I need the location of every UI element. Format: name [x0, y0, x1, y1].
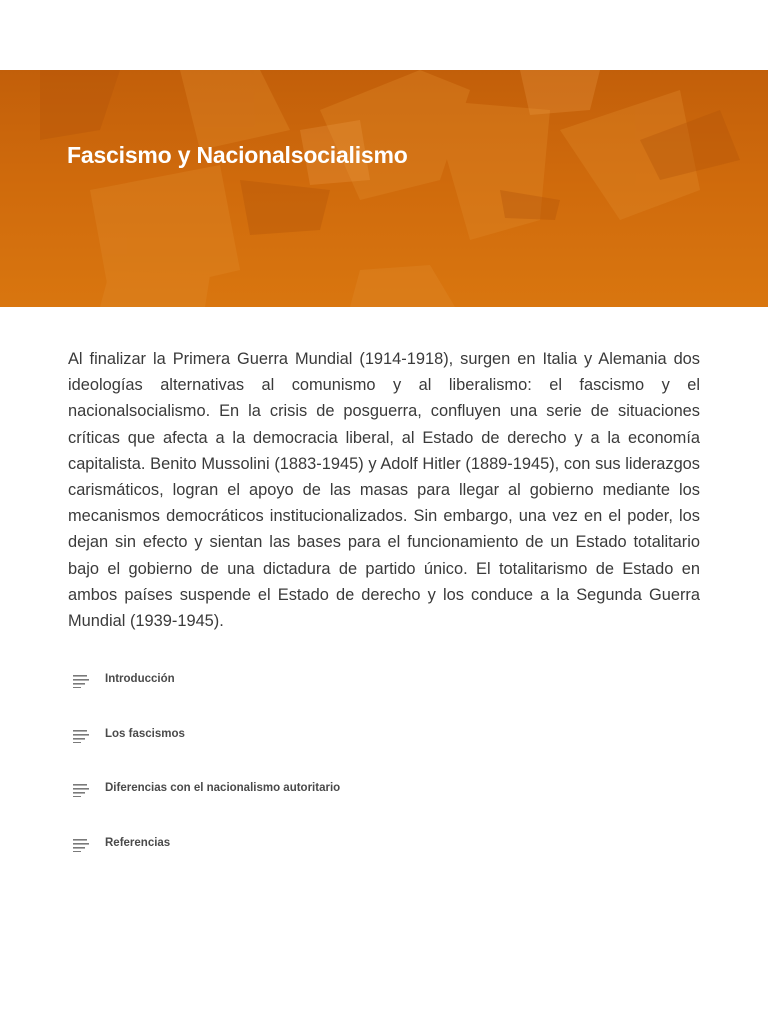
toc-item-los-fascismos[interactable]	[0, 709, 768, 764]
toc-item-diferencias[interactable]	[0, 763, 768, 818]
toc-item-label: Diferencias con el nacionalismo autoritario	[105, 782, 341, 794]
intro-paragraph: Al finalizar la Primera Guerra Mundial (1914-1918), surgen en Italia y Alemania dos ideologías alternativas al comunismo y al liberalismo: el fascismo y el nacionalsocialismo. En la crisis de posguerra, confluyen una serie de situaciones críticas que afecta a la democracia liberal, al Estado de derecho y a la economía capitalista. Benito Mussolini (1883-1945) y Adolf Hitler (1889-1945), con sus liderazgos carismáticos, logran el apoyo de las masas para llegar al gobierno mediante los mecanismos democráticos institucionalizados. Sin embargo, una vez en el poder, los dejan sin efecto y sientan las bases para el funcionamiento de un Estado totalitario bajo el gobierno de una dictadura de partido único. El totalitarismo de Estado en ambos países suspende el Estado de derecho y los conduce a la Segunda Guerra Mundial (1939-1945).	[68, 350, 700, 631]
table-of-contents	[0, 654, 768, 872]
hero-banner	[0, 70, 768, 307]
lines-icon	[73, 729, 89, 743]
toc-item-label: Los fascismos	[105, 727, 185, 740]
page-title: Fascismo y Nacionalsocialismo	[67, 142, 408, 168]
lines-icon	[73, 838, 89, 852]
toc-item-label: Referencias	[105, 836, 171, 849]
lines-icon	[73, 783, 89, 797]
toc-item-referencias[interactable]	[0, 818, 768, 873]
toc-item-introduccion[interactable]	[0, 654, 768, 709]
hero-background-illustration	[0, 70, 768, 307]
lines-icon	[73, 674, 89, 688]
toc-item-label: Introducción	[105, 673, 175, 685]
